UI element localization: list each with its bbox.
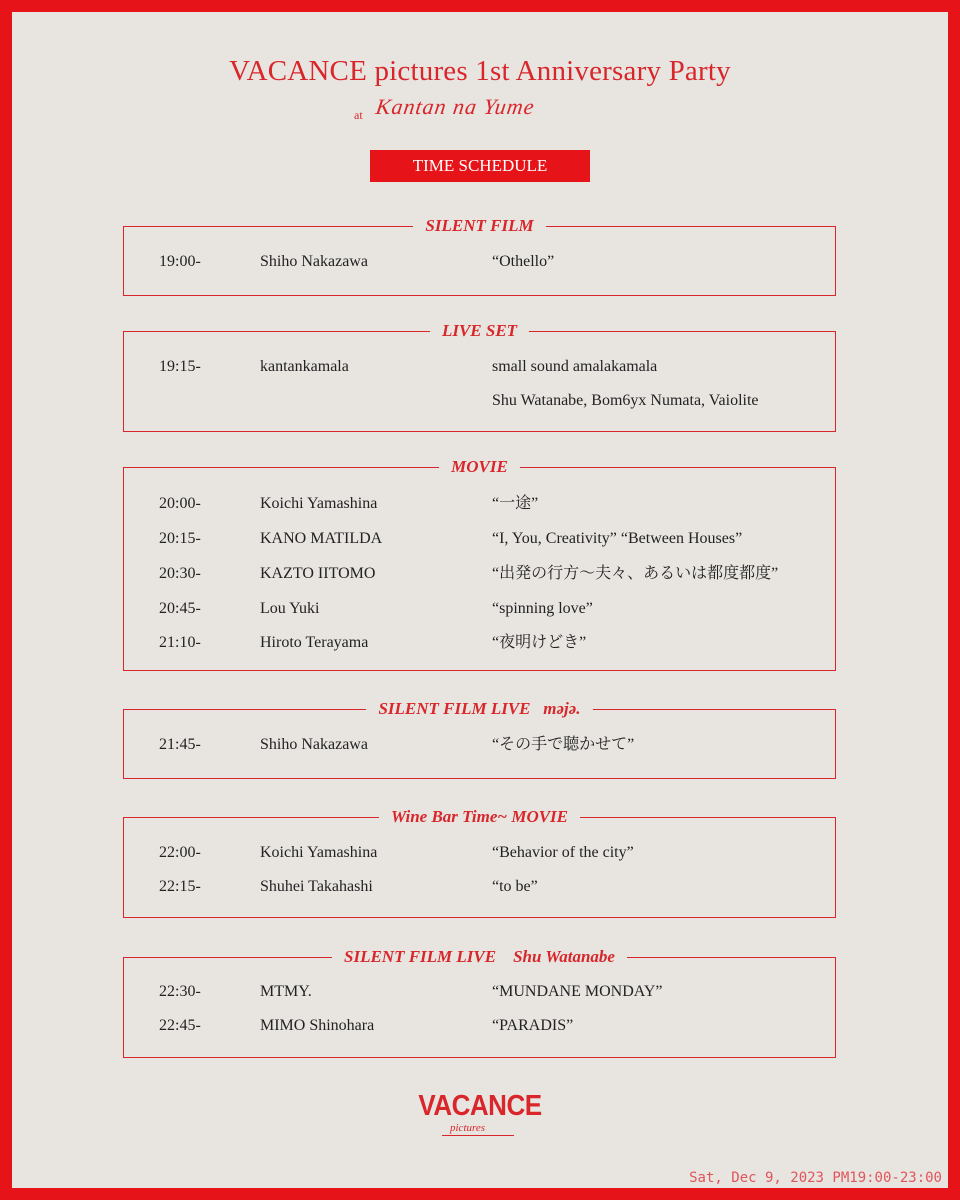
row-work: “PARADIS” bbox=[492, 1017, 574, 1034]
row-artist: Shuhei Takahashi bbox=[260, 878, 373, 895]
row-artist: Hiroto Terayama bbox=[260, 634, 369, 651]
row-time: 21:10- bbox=[159, 634, 201, 651]
schedule-row bbox=[124, 562, 835, 586]
row-work: “一途” bbox=[492, 495, 539, 512]
vacance-pictures-logo bbox=[380, 1090, 580, 1142]
row-artist: Koichi Yamashina bbox=[260, 495, 378, 512]
schedule-row bbox=[124, 355, 835, 379]
schedule-row bbox=[124, 875, 835, 899]
row-time: 21:45- bbox=[159, 736, 201, 753]
section-movie bbox=[123, 457, 836, 671]
row-work: “出発の行方〜夫々、あるいは都度都度” bbox=[492, 565, 779, 582]
schedule-row bbox=[124, 841, 835, 865]
row-artist: Lou Yuki bbox=[260, 600, 320, 617]
row-time: 22:00- bbox=[159, 844, 201, 861]
event-date: Sat, Dec 9, 2023 PM19:00-23:00 bbox=[689, 1170, 942, 1186]
row-work: “MUNDANE MONDAY” bbox=[492, 983, 663, 1000]
section-wine-bar-movie bbox=[123, 807, 836, 918]
schedule-row bbox=[124, 631, 835, 655]
row-time: 22:15- bbox=[159, 878, 201, 895]
row-time: 20:15- bbox=[159, 530, 201, 547]
schedule-row bbox=[124, 1014, 835, 1038]
section-title: SILENT FILM LIVE məjə. bbox=[366, 698, 592, 720]
row-work: “spinning love” bbox=[492, 600, 593, 617]
row-time: 20:30- bbox=[159, 565, 201, 582]
schedule-row bbox=[124, 527, 835, 551]
section-live-set bbox=[123, 321, 836, 432]
row-work: small sound amalakamala bbox=[492, 358, 658, 375]
schedule-row bbox=[124, 492, 835, 516]
row-artist: Shiho Nakazawa bbox=[260, 253, 368, 270]
schedule-row bbox=[124, 597, 835, 621]
row-time: 22:30- bbox=[159, 983, 201, 1000]
row-work: “Behavior of the city” bbox=[492, 844, 634, 861]
row-work: “夜明けどき” bbox=[492, 634, 587, 651]
section-title: SILENT FILM bbox=[413, 215, 545, 237]
venue-name: Kantan na Yume bbox=[374, 94, 537, 119]
poster bbox=[12, 12, 948, 1188]
logo-underline bbox=[442, 1135, 514, 1136]
row-artist: Koichi Yamashina bbox=[260, 844, 378, 861]
row-artist: Shiho Nakazawa bbox=[260, 736, 368, 753]
section-title: Wine Bar Time~ MOVIE bbox=[379, 806, 580, 828]
schedule-row bbox=[124, 389, 835, 413]
row-time: 22:45- bbox=[159, 1017, 201, 1034]
section-title: LIVE SET bbox=[430, 320, 529, 342]
row-artist: KANO MATILDA bbox=[260, 530, 383, 547]
time-schedule-badge: TIME SCHEDULE bbox=[370, 150, 590, 182]
section-silent-film-live-maja bbox=[123, 699, 836, 779]
section-title: SILENT FILM LIVE Shu Watanabe bbox=[332, 946, 627, 968]
schedule-row bbox=[124, 733, 835, 757]
schedule-row bbox=[124, 980, 835, 1004]
section-title: MOVIE bbox=[439, 456, 520, 478]
row-time: 20:00- bbox=[159, 495, 201, 512]
row-time: 19:00- bbox=[159, 253, 201, 270]
row-work: “I, You, Creativity” “Between Houses” bbox=[492, 530, 743, 547]
row-artist: kantankamala bbox=[260, 358, 349, 375]
logo-wordmark: VACANCE bbox=[418, 1088, 542, 1122]
row-work: Shu Watanabe, Bom6yx Numata, Vaiolite bbox=[492, 392, 759, 409]
venue-prefix: at bbox=[354, 108, 363, 122]
schedule-row bbox=[124, 250, 835, 274]
venue-line bbox=[340, 90, 640, 126]
section-silent-film-live-shu-watanabe bbox=[123, 947, 836, 1058]
row-artist: MIMO Shinohara bbox=[260, 1017, 375, 1034]
row-artist: KAZTO IITOMO bbox=[260, 565, 376, 582]
row-artist: MTMY. bbox=[260, 983, 312, 1000]
row-work: “その手で聴かせて” bbox=[492, 736, 635, 753]
section-silent-film bbox=[123, 216, 836, 296]
event-title: VACANCE pictures 1st Anniversary Party bbox=[229, 55, 731, 87]
logo-subtext: pictures bbox=[450, 1122, 486, 1134]
row-time: 19:15- bbox=[159, 358, 201, 375]
row-work: “Othello” bbox=[492, 253, 555, 270]
row-work: “to be” bbox=[492, 878, 538, 895]
row-time: 20:45- bbox=[159, 600, 201, 617]
